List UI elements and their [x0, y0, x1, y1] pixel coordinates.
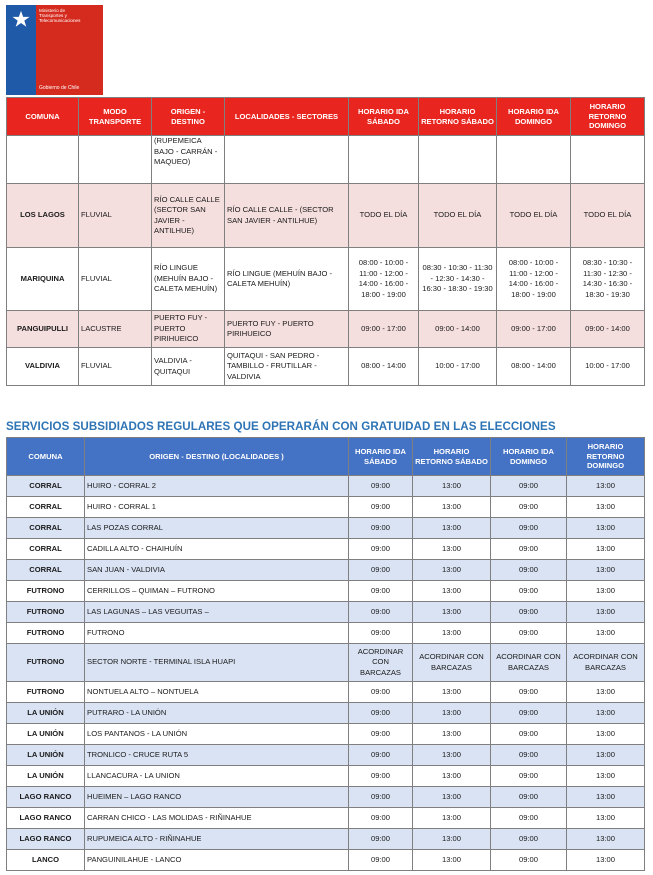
cell-ida-sabado: TODO EL DÍA	[349, 184, 419, 248]
cell-retorno-domingo: 13:00	[567, 623, 645, 644]
cell-ida-sabado: 09:00	[349, 497, 413, 518]
cell-ida-sabado: 09:00	[349, 560, 413, 581]
cell-comuna: FUTRONO	[7, 682, 85, 703]
cell-ida-sabado: 09:00	[349, 581, 413, 602]
cell-retorno-sabado: 13:00	[413, 602, 491, 623]
fluvial-services-table	[6, 97, 645, 386]
cell-retorno-sabado: 13:00	[413, 497, 491, 518]
header-ida-sabado: HORARIO IDA SÁBADO	[349, 98, 419, 136]
cell-retorno-domingo: 10:00 - 17:00	[571, 348, 645, 386]
cell-ida-sabado: 09:00	[349, 808, 413, 829]
cell-ida-sabado: 08:00 - 14:00	[349, 348, 419, 386]
cell-ida-domingo: TODO EL DÍA	[497, 184, 571, 248]
cell-ida-domingo: 09:00	[491, 476, 567, 497]
cell-localidades: QUITAQUI - SAN PEDRO - TAMBILLO - FRUTILLAR - VALDIVIA	[225, 348, 349, 386]
table-row	[7, 136, 645, 184]
cell-ida-domingo: 09:00	[491, 682, 567, 703]
cell-retorno-sabado: 13:00	[413, 682, 491, 703]
cell-ida-domingo: 09:00	[491, 787, 567, 808]
cell-origen-destino: CERRILLOS – QUIMAN – FUTRONO	[85, 581, 349, 602]
header-retorno-sabado: HORARIO RETORNO SÁBADO	[419, 98, 497, 136]
cell-ida-sabado: 09:00	[349, 602, 413, 623]
cell-localidades: RÍO LINGUE (MEHUÍN BAJO - CALETA MEHUÍN)	[225, 248, 349, 311]
cell-ida-domingo: 09:00	[491, 724, 567, 745]
table-row	[7, 497, 645, 518]
table-row	[7, 602, 645, 623]
table-row	[7, 539, 645, 560]
cell-ida-domingo: 08:00 - 14:00	[497, 348, 571, 386]
cell-origen-destino: HUEIMEN – LAGO RANCO	[85, 787, 349, 808]
cell-retorno-sabado: 13:00	[413, 560, 491, 581]
cell-ida-domingo: 09:00	[491, 581, 567, 602]
table-row	[7, 745, 645, 766]
cell-ida-sabado: 09:00	[349, 539, 413, 560]
cell-origen: (RUPEMEICA BAJO - CARRÁN - MAQUEO)	[152, 136, 225, 184]
cell-ida-sabado: 09:00	[349, 703, 413, 724]
cell-comuna: MARIQUINA	[7, 248, 79, 311]
cell-modo: FLUVIAL	[79, 248, 152, 311]
cell-ida-domingo: 09:00	[491, 808, 567, 829]
cell-retorno-sabado: 13:00	[413, 703, 491, 724]
cell-ida-sabado: 09:00	[349, 850, 413, 871]
table-row	[7, 476, 645, 497]
cell-origen-destino: FUTRONO	[85, 623, 349, 644]
cell-origen-destino: LLANCACURA - LA UNION	[85, 766, 349, 787]
cell-ida-sabado: ACORDINAR CON BARCAZAS	[349, 644, 413, 682]
cell-ida-sabado: 09:00	[349, 829, 413, 850]
cell-comuna: LA UNIÓN	[7, 745, 85, 766]
cell-retorno-domingo: 13:00	[567, 581, 645, 602]
cell-retorno-sabado: 09:00 - 14:00	[419, 311, 497, 348]
cell-comuna: CORRAL	[7, 560, 85, 581]
cell-ida-domingo: 09:00	[491, 602, 567, 623]
header-origen-destino: ORIGEN - DESTINO (LOCALIDADES )	[85, 438, 349, 476]
cell-ida-sabado: 09:00	[349, 766, 413, 787]
table2-header-row	[7, 438, 645, 476]
cell-ida-domingo: 09:00	[491, 539, 567, 560]
header-ida-sabado: HORARIO IDA SÁBADO	[349, 438, 413, 476]
cell-retorno-domingo: 09:00 - 14:00	[571, 311, 645, 348]
cell-comuna: PANGUIPULLI	[7, 311, 79, 348]
cell-comuna: LA UNIÓN	[7, 766, 85, 787]
cell-origen-destino: PANGUINILAHUE - LANCO	[85, 850, 349, 871]
cell-ida-domingo: 09:00	[491, 703, 567, 724]
cell-origen-destino: HUIRO - CORRAL 1	[85, 497, 349, 518]
header-comuna: COMUNA	[7, 98, 79, 136]
cell-origen-destino: SAN JUAN - VALDIVIA	[85, 560, 349, 581]
cell-retorno-sabado: 13:00	[413, 476, 491, 497]
table-row	[7, 644, 645, 682]
cell-ida-sabado: 09:00	[349, 476, 413, 497]
cell-ida-sabado: 09:00	[349, 745, 413, 766]
cell-comuna: VALDIVIA	[7, 348, 79, 386]
cell-ida-sabado: 09:00 - 17:00	[349, 311, 419, 348]
cell-comuna: CORRAL	[7, 539, 85, 560]
cell-origen-destino: LAS LAGUNAS – LAS VEGUITAS –	[85, 602, 349, 623]
cell-origen: RÍO LINGUE (MEHUÍN BAJO - CALETA MEHUÍN)	[152, 248, 225, 311]
cell-comuna: LAGO RANCO	[7, 829, 85, 850]
cell-retorno-sabado: 13:00	[413, 539, 491, 560]
cell-origen-destino: CARRAN CHICO - LAS MOLIDAS - RIÑINAHUE	[85, 808, 349, 829]
cell-ida-domingo: 09:00	[491, 497, 567, 518]
cell-retorno-sabado	[419, 136, 497, 184]
cell-retorno-sabado: 13:00	[413, 724, 491, 745]
cell-retorno-domingo: 13:00	[567, 602, 645, 623]
cell-retorno-sabado: 13:00	[413, 808, 491, 829]
cell-retorno-sabado: 10:00 - 17:00	[419, 348, 497, 386]
cell-retorno-domingo: 13:00	[567, 808, 645, 829]
gobierno-label: Gobierno de Chile	[36, 35, 103, 95]
star-icon	[12, 10, 30, 28]
cell-origen: VALDIVIA - QUITAQUI	[152, 348, 225, 386]
table-row	[7, 518, 645, 539]
cell-retorno-sabado: ACORDINAR CON BARCAZAS	[413, 644, 491, 682]
ministry-line-1: Ministerio de	[39, 8, 66, 13]
cell-retorno-domingo: 13:00	[567, 766, 645, 787]
cell-retorno-domingo: 13:00	[567, 703, 645, 724]
cell-ida-domingo: 08:00 - 10:00 - 11:00 - 12:00 - 14:00 - 16:00 - 18:00 - 19:00	[497, 248, 571, 311]
cell-retorno-domingo: 13:00	[567, 539, 645, 560]
cell-retorno-domingo: 13:00	[567, 745, 645, 766]
cell-retorno-domingo: 13:00	[567, 787, 645, 808]
cell-ida-sabado: 09:00	[349, 518, 413, 539]
header-modo-transporte: MODO TRANSPORTE	[79, 98, 152, 136]
cell-ida-domingo	[497, 136, 571, 184]
cell-comuna: CORRAL	[7, 518, 85, 539]
table-row	[7, 348, 645, 386]
header-retorno-domingo: HORARIO RETORNO DOMINGO	[571, 98, 645, 136]
cell-comuna: FUTRONO	[7, 644, 85, 682]
cell-retorno-sabado: TODO EL DÍA	[419, 184, 497, 248]
cell-comuna	[7, 136, 79, 184]
cell-origen-destino: LAS POZAS CORRAL	[85, 518, 349, 539]
cell-modo: LACUSTRE	[79, 311, 152, 348]
cell-retorno-sabado: 13:00	[413, 850, 491, 871]
cell-ida-domingo: 09:00 - 17:00	[497, 311, 571, 348]
header-retorno-sabado: HORARIO RETORNO SÁBADO	[413, 438, 491, 476]
table-row	[7, 829, 645, 850]
header-localidades: LOCALIDADES - SECTORES	[225, 98, 349, 136]
cell-retorno-sabado: 13:00	[413, 518, 491, 539]
cell-comuna: FUTRONO	[7, 581, 85, 602]
cell-modo	[79, 136, 152, 184]
cell-origen-destino: CADILLA ALTO - CHAIHUÍN	[85, 539, 349, 560]
cell-origen-destino: HUIRO - CORRAL 2	[85, 476, 349, 497]
table-row	[7, 560, 645, 581]
cell-comuna: LA UNIÓN	[7, 703, 85, 724]
table-row	[7, 623, 645, 644]
cell-retorno-sabado: 13:00	[413, 787, 491, 808]
cell-retorno-sabado: 13:00	[413, 581, 491, 602]
cell-origen-destino: NONTUELA ALTO – NONTUELA	[85, 682, 349, 703]
cell-ida-domingo: 09:00	[491, 829, 567, 850]
cell-modo: FLUVIAL	[79, 184, 152, 248]
cell-localidades: RÍO CALLE CALLE - (SECTOR SAN JAVIER - ANTILHUE)	[225, 184, 349, 248]
cell-retorno-domingo	[571, 136, 645, 184]
cell-retorno-domingo: ACORDINAR CON BARCAZAS	[567, 644, 645, 682]
cell-ida-domingo: 09:00	[491, 745, 567, 766]
cell-retorno-sabado: 13:00	[413, 623, 491, 644]
subsidized-services-table	[6, 437, 645, 871]
header-comuna: COMUNA	[7, 438, 85, 476]
cell-ida-sabado: 08:00 - 10:00 - 11:00 - 12:00 - 14:00 - 16:00 - 18:00 - 19:00	[349, 248, 419, 311]
cell-ida-sabado: 09:00	[349, 682, 413, 703]
cell-retorno-sabado: 13:00	[413, 745, 491, 766]
table-row	[7, 581, 645, 602]
table-row	[7, 248, 645, 311]
cell-retorno-domingo: 13:00	[567, 724, 645, 745]
cell-origen: PUERTO FUY - PUERTO PIRIHUEICO	[152, 311, 225, 348]
cell-ida-sabado	[349, 136, 419, 184]
header-ida-domingo: HORARIO IDA DOMINGO	[491, 438, 567, 476]
cell-origen-destino: LOS PANTANOS - LA UNIÓN	[85, 724, 349, 745]
gobierno-de-chile-logo	[6, 5, 103, 95]
table-row	[7, 808, 645, 829]
table-row	[7, 850, 645, 871]
cell-retorno-domingo: 13:00	[567, 560, 645, 581]
cell-retorno-domingo: TODO EL DÍA	[571, 184, 645, 248]
cell-origen-destino: TRONLICO - CRUCE RUTA 5	[85, 745, 349, 766]
table-row	[7, 682, 645, 703]
table1-header-row	[7, 98, 645, 136]
cell-comuna: LAGO RANCO	[7, 808, 85, 829]
cell-ida-domingo: 09:00	[491, 560, 567, 581]
cell-comuna: CORRAL	[7, 497, 85, 518]
header-origen-destino: ORIGEN - DESTINO	[152, 98, 225, 136]
cell-retorno-domingo: 13:00	[567, 850, 645, 871]
cell-comuna: FUTRONO	[7, 623, 85, 644]
cell-ida-sabado: 09:00	[349, 787, 413, 808]
cell-ida-domingo: 09:00	[491, 518, 567, 539]
table-row	[7, 184, 645, 248]
cell-retorno-domingo: 13:00	[567, 497, 645, 518]
cell-retorno-sabado: 08:30 - 10:30 - 11:30 - 12:30 - 14:30 - 16:30 - 18:30 - 19:30	[419, 248, 497, 311]
ministry-line-2: Transportes y	[39, 13, 67, 19]
cell-origen: RÍO CALLE CALLE (SECTOR SAN JAVIER - ANTILHUE)	[152, 184, 225, 248]
header-ida-domingo: HORARIO IDA DOMINGO	[497, 98, 571, 136]
cell-retorno-domingo: 13:00	[567, 518, 645, 539]
table-row	[7, 766, 645, 787]
cell-modo: FLUVIAL	[79, 348, 152, 386]
cell-retorno-sabado: 13:00	[413, 766, 491, 787]
cell-ida-domingo: 09:00	[491, 766, 567, 787]
ministry-name	[36, 5, 103, 35]
cell-origen-destino: SECTOR NORTE - TERMINAL ISLA HUAPI	[85, 644, 349, 682]
cell-ida-domingo: ACORDINAR CON BARCAZAS	[491, 644, 567, 682]
cell-retorno-domingo: 08:30 - 10:30 - 11:30 - 12:30 - 14:30 - 16:30 - 18:30 - 19:30	[571, 248, 645, 311]
cell-localidades	[225, 136, 349, 184]
cell-retorno-domingo: 13:00	[567, 476, 645, 497]
cell-retorno-domingo: 13:00	[567, 682, 645, 703]
cell-origen-destino: RUPUMEICA ALTO - RIÑINAHUE	[85, 829, 349, 850]
cell-comuna: LOS LAGOS	[7, 184, 79, 248]
cell-origen-destino: PUTRARO - LA UNIÓN	[85, 703, 349, 724]
cell-comuna: LAGO RANCO	[7, 787, 85, 808]
cell-comuna: CORRAL	[7, 476, 85, 497]
cell-retorno-sabado: 13:00	[413, 829, 491, 850]
cell-comuna: LA UNIÓN	[7, 724, 85, 745]
table-row	[7, 724, 645, 745]
cell-ida-domingo: 09:00	[491, 850, 567, 871]
cell-ida-domingo: 09:00	[491, 623, 567, 644]
table-row	[7, 311, 645, 348]
header-retorno-domingo: HORARIO RETORNO DOMINGO	[567, 438, 645, 476]
cell-comuna: LANCO	[7, 850, 85, 871]
ministry-line-3: Telecomunicaciones	[39, 18, 81, 24]
table-row	[7, 787, 645, 808]
cell-ida-sabado: 09:00	[349, 724, 413, 745]
cell-localidades: PUERTO FUY - PUERTO PIRIHUEICO	[225, 311, 349, 348]
section-title: SERVICIOS SUBSIDIADOS REGULARES QUE OPERARÁN CON GRATUIDAD EN LAS ELECCIONES	[6, 420, 556, 433]
cell-retorno-domingo: 13:00	[567, 829, 645, 850]
cell-ida-sabado: 09:00	[349, 623, 413, 644]
cell-comuna: FUTRONO	[7, 602, 85, 623]
table-row	[7, 703, 645, 724]
